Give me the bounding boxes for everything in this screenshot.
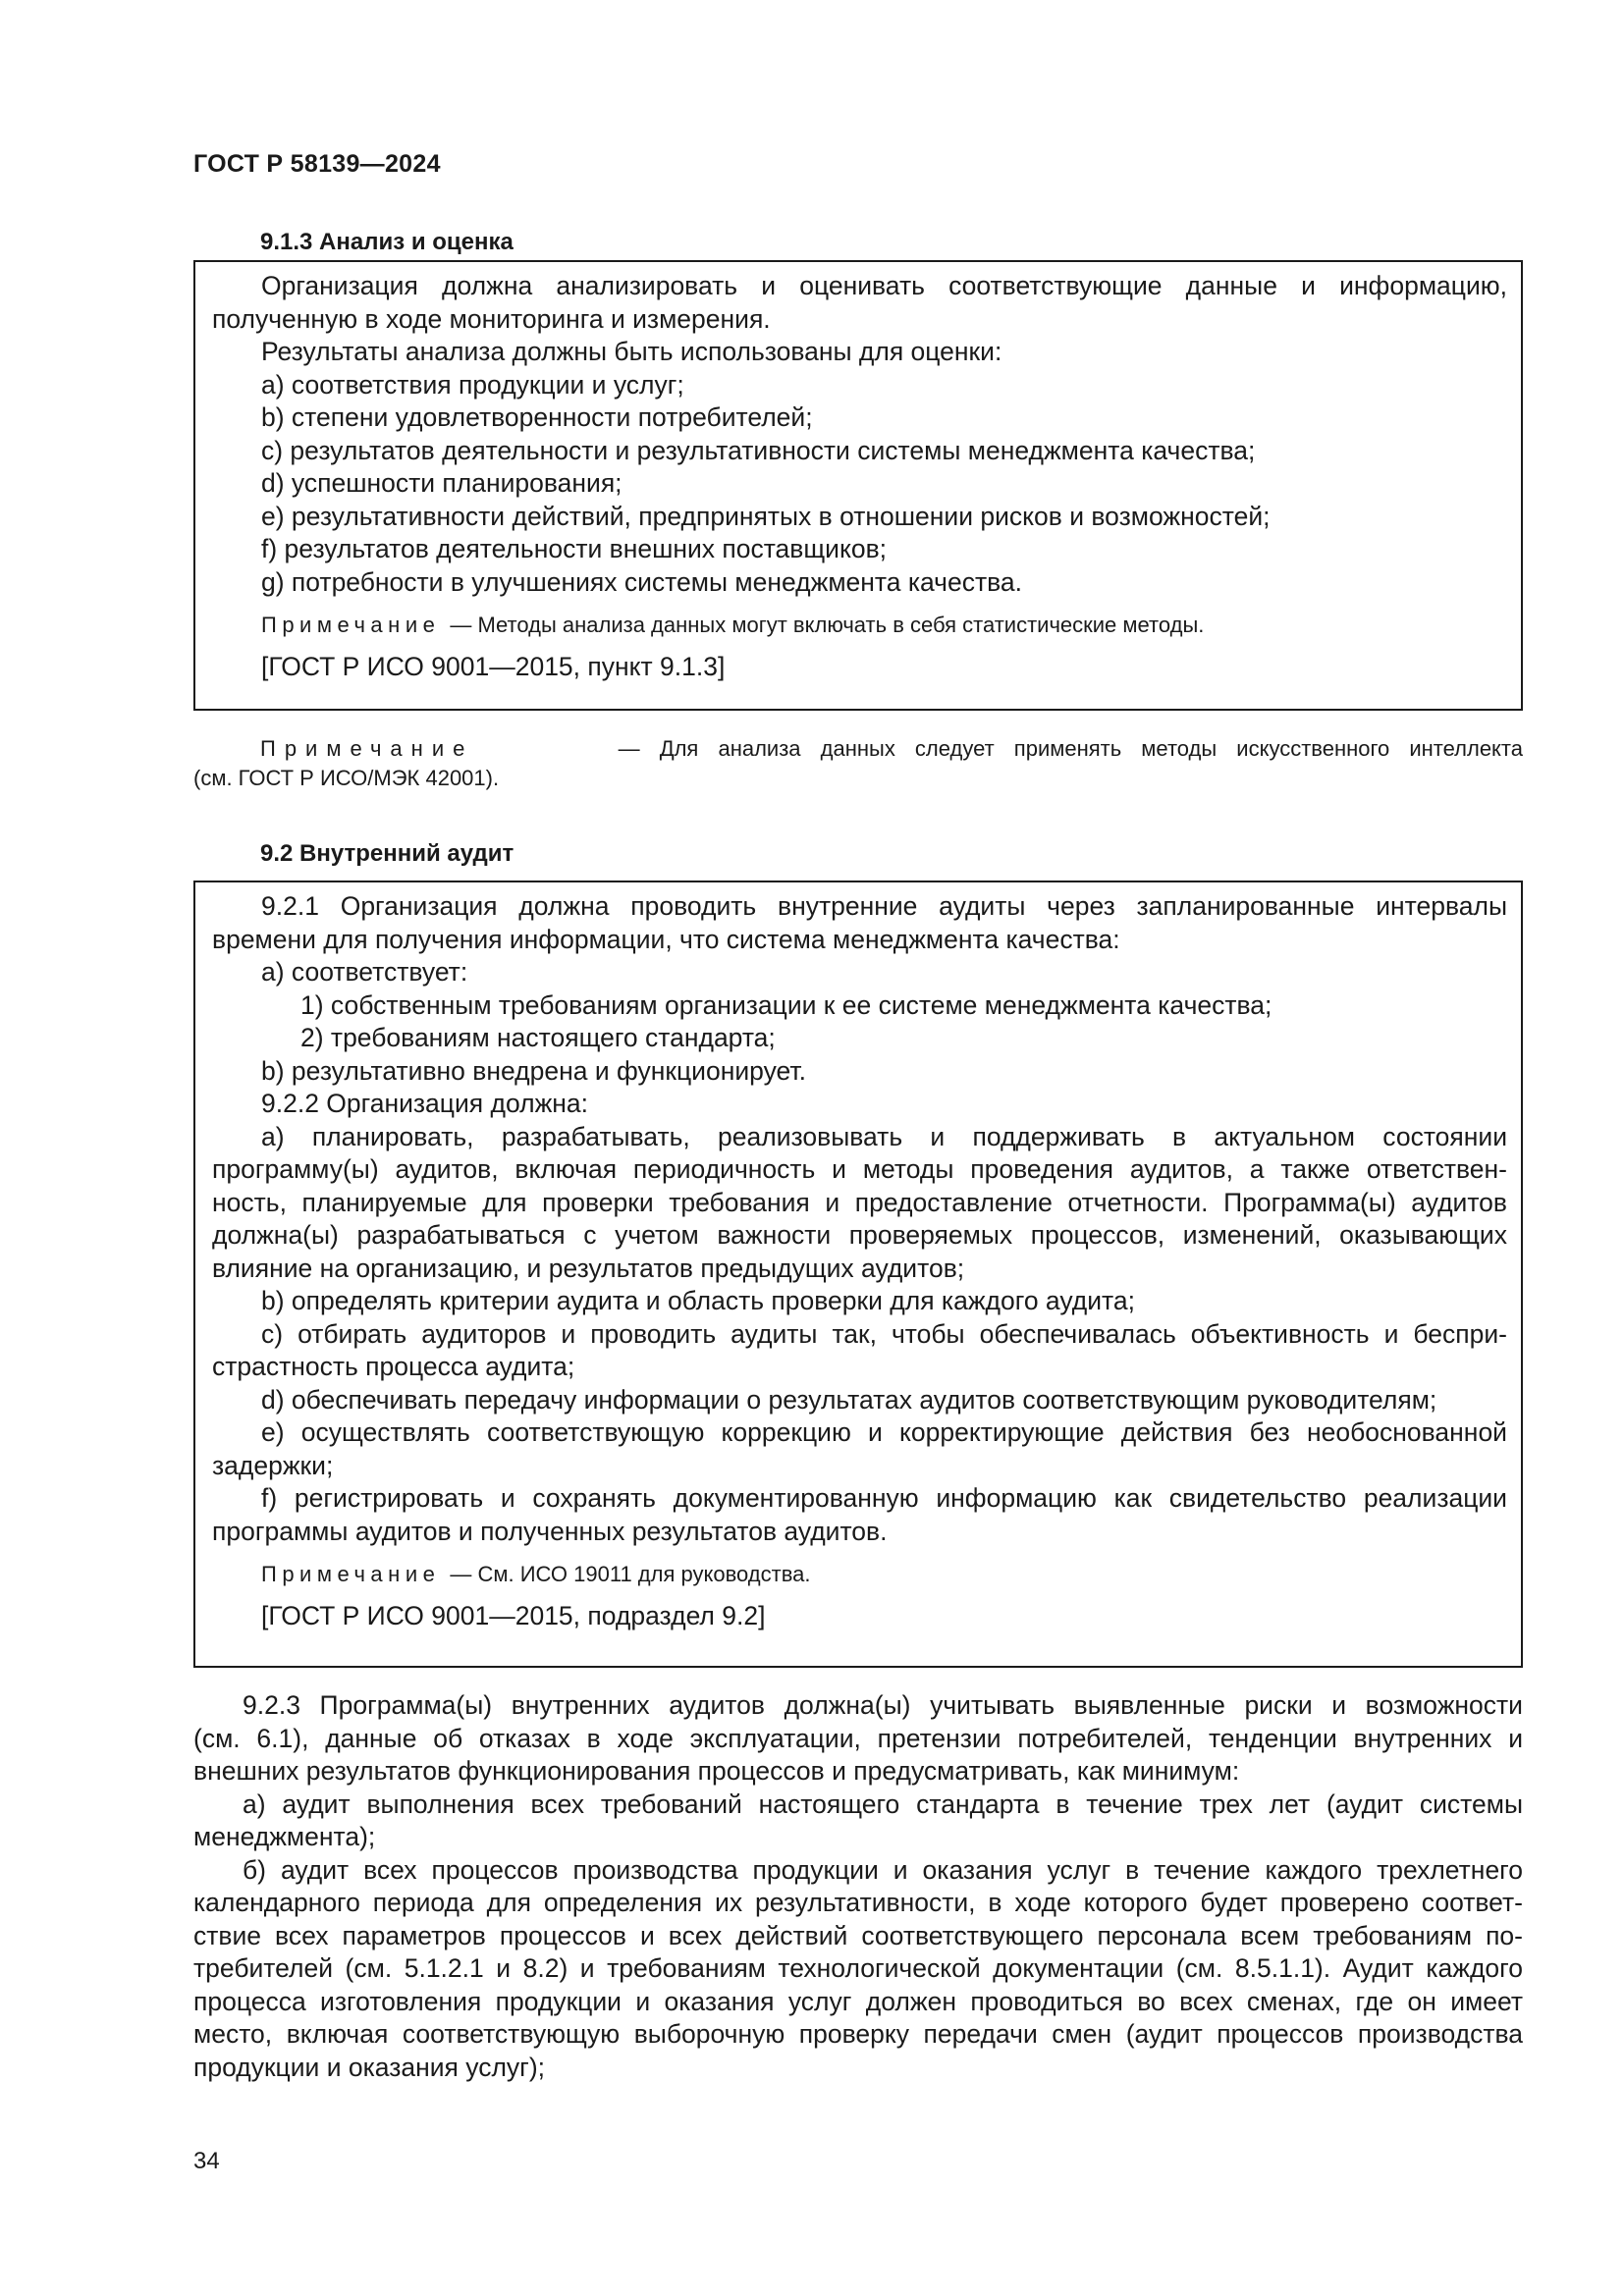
list-item: c) результатов деятельности и результативности системы менеджмента качества;	[261, 435, 1256, 465]
note-label: Примечание	[261, 613, 441, 637]
box-92-line: 9.2.2 Организация должна:	[261, 1089, 589, 1118]
box-913-para1-line1: Организация должна анализировать и оценивать соответствующие данные и информацию,	[261, 271, 1507, 300]
box-913-reference: [ГОСТ Р ИСО 9001—2015, пункт 9.1.3]	[261, 652, 726, 681]
note-text: — Методы анализа данных могут включать в себя статистические методы.	[450, 613, 1205, 637]
note-text: — См. ИСО 19011 для руководства.	[450, 1562, 811, 1586]
outer-note-913	[193, 734, 1523, 793]
paragraph-line: процесса изготовления продукции и оказания услуг должен проводиться во всех сменах, где он имеет	[193, 1986, 1523, 2016]
box-913-para2: Результаты анализа должны быть использованы для оценки:	[261, 337, 1002, 366]
list-item: e) осуществлять соответствующую коррекцию и корректирующие действия без необоснованной	[261, 1417, 1507, 1447]
outer-note-line1	[193, 734, 1523, 764]
paragraph-line: (см. 6.1), данные об отказах в ходе эксплуатации, претензии потребителей, тенденции внутренних и	[193, 1723, 1523, 1753]
paragraph-line: 9.2.3 Программа(ы) внутренних аудитов должна(ы) учитывать выявленные риски и возможности	[243, 1690, 1523, 1720]
box-92-line: задержки;	[212, 1450, 334, 1480]
quote-box-913	[193, 260, 1523, 711]
list-item: c) отбирать аудиторов и проводить аудиты так, чтобы обеспечивалась объективность и беспри-	[261, 1318, 1507, 1349]
box-92-line: времени для получения информации, что система менеджмента качества:	[212, 924, 1120, 954]
paragraph-line: продукции и оказания услуг);	[193, 2052, 546, 2082]
quote-box-92	[193, 881, 1523, 1668]
list-item: 2) требованиям настоящего стандарта;	[300, 1023, 776, 1052]
paragraph-line: менеджмента);	[193, 1822, 376, 1851]
box-92-line: ность, планируемые для проверки требования и предоставление отчетности. Программа(ы) аудитов	[212, 1187, 1507, 1217]
box-913-para1-line2: полученную в ходе мониторинга и измерения.	[212, 303, 771, 334]
paragraph-line: календарного периода для определения их результативности, в ходе которого будет проверено соответ-	[193, 1888, 1523, 1917]
list-item: b) определять критерии аудита и область проверки для каждого аудита;	[261, 1286, 1135, 1315]
page-number: 34	[193, 2148, 220, 2174]
list-item: f) регистрировать и сохранять документированную информацию как свидетельство реализации	[261, 1483, 1507, 1513]
box-92-note	[212, 1560, 1507, 1589]
paragraph-line: внешних результатов функционирования процессов и предусматривать, как минимум:	[193, 1756, 1240, 1786]
box-92-line: программы аудитов и полученных результатов аудитов.	[212, 1516, 888, 1546]
list-item: b) результативно внедрена и функционирует.	[261, 1055, 806, 1086]
list-item: g) потребности в улучшениях системы менеджмента качества.	[261, 566, 1022, 597]
paragraph-line: требителей (см. 5.1.2.1 и 8.2) и требованиям технологической документации (см. 8.5.1.1). Аудит каждого	[193, 1953, 1523, 1983]
section-heading-92: 9.2 Внутренний аудит	[260, 840, 514, 867]
list-item: f) результатов деятельности внешних поставщиков;	[261, 534, 888, 563]
list-item: b) степени удовлетворенности потребителей;	[261, 402, 813, 432]
list-item: 1) собственным требованиям организации к ее системе менеджмента качества;	[300, 989, 1272, 1020]
outer-note-line2: (см. ГОСТ Р ИСО/МЭК 42001).	[193, 766, 500, 790]
box-92-reference: [ГОСТ Р ИСО 9001—2015, подраздел 9.2]	[261, 1601, 766, 1630]
box-92-line: программу(ы) аудитов, включая периодичность и методы проведения аудитов, а также ответствен-	[212, 1154, 1507, 1184]
list-item: e) результативности действий, предпринятых в отношении рисков и возможностей;	[261, 501, 1271, 531]
box-92-line: влияние на организацию, и результатов предыдущих аудитов;	[212, 1253, 965, 1283]
list-item: d) обеспечивать передачу информации о результатах аудитов соответствующим руководителям;	[261, 1384, 1437, 1415]
box-913-note	[212, 611, 1507, 640]
list-item: а) аудит выполнения всех требований настоящего стандарта в течение трех лет (аудит системы	[243, 1789, 1523, 1819]
note-label: Примечание	[260, 736, 474, 761]
note-text: — Для анализа данных следует применять методы искусственного интеллекта	[618, 736, 1523, 761]
list-item: a) соответствует:	[261, 957, 468, 987]
box-92-line: страстность процесса аудита;	[212, 1352, 575, 1381]
list-item: d) успешности планирования;	[261, 468, 623, 498]
paragraph-line: место, включая соответствующую выборочную проверку передачи смен (аудит процессов производства	[193, 2019, 1523, 2049]
box-92-line: должна(ы) разрабатываться с учетом важности проверяемых процессов, изменений, оказывающих	[212, 1220, 1507, 1250]
box-92-line: 9.2.1 Организация должна проводить внутренние аудиты через запланированные интервалы	[261, 891, 1507, 921]
box-92-line: a) планировать, разрабатывать, реализовывать и поддерживать в актуальном состоянии	[261, 1121, 1507, 1151]
section-923	[193, 1689, 1523, 2084]
list-item: a) соответствия продукции и услуг;	[261, 369, 684, 400]
list-item: б) аудит всех процессов производства продукции и оказания услуг в течение каждого трехлетнего	[243, 1854, 1523, 1885]
paragraph-line: ствие всех параметров процессов и всех действий соответствующего персонала всем требованиям по-	[193, 1920, 1523, 1950]
section-heading-913: 9.1.3 Анализ и оценка	[260, 229, 514, 255]
note-label: Примечание	[261, 1562, 441, 1586]
document-header: ГОСТ Р 58139—2024	[193, 150, 441, 178]
